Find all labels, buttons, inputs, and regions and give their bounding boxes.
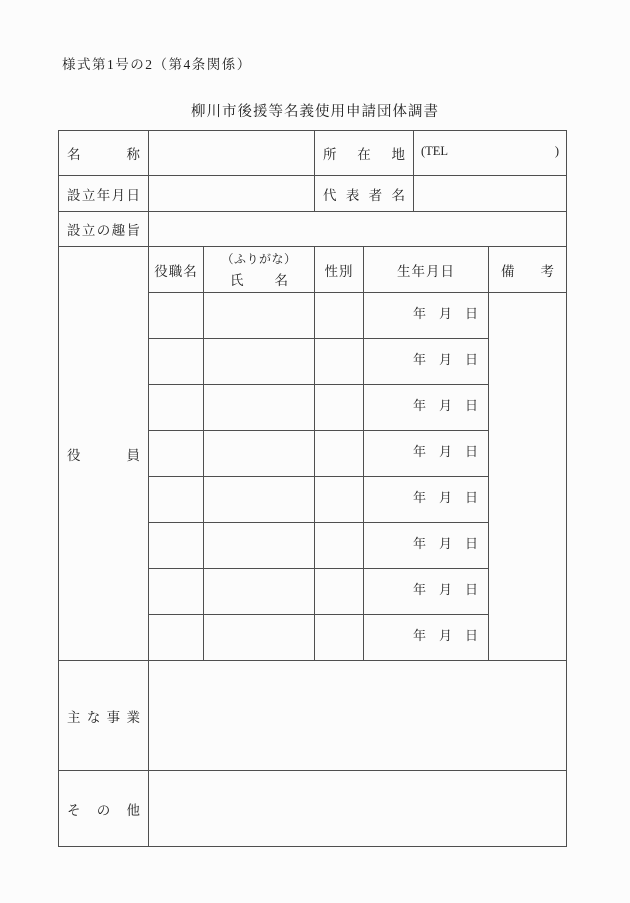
furigana-header: （ふりがな）	[221, 252, 297, 266]
officer-name-cell	[204, 431, 315, 477]
row-founded-representative	[59, 176, 567, 212]
date-placeholder: 年 月 日	[412, 628, 478, 643]
gender-cell	[315, 569, 364, 615]
tel-close-paren: )	[554, 143, 559, 158]
gender-cell	[315, 339, 364, 385]
tel-field	[414, 144, 566, 163]
birthdate-cell	[364, 293, 489, 339]
name-header: 氏名	[230, 273, 288, 288]
gender-header: 性別	[324, 263, 354, 279]
birthdate-cell	[364, 477, 489, 523]
date-placeholder: 年 月 日	[412, 582, 478, 597]
founded-label-cell	[59, 176, 149, 212]
address-label-cell	[315, 131, 414, 176]
gender-cell	[315, 477, 364, 523]
date-placeholder: 年 月 日	[412, 536, 478, 551]
founded-label: 設立年月日	[67, 187, 140, 203]
gender-cell	[315, 293, 364, 339]
position-cell	[149, 569, 204, 615]
birthdate-cell	[364, 385, 489, 431]
name-label-cell	[59, 131, 149, 176]
tel-open-paren: (TEL	[421, 143, 449, 158]
officer-name-cell	[204, 615, 315, 661]
remarks-header: 備考	[501, 263, 554, 279]
position-cell	[149, 477, 204, 523]
birthdate-cell	[364, 569, 489, 615]
row-purpose	[59, 212, 567, 247]
purpose-label: 設立の趣旨	[67, 223, 140, 238]
officer-name-cell	[204, 385, 315, 431]
gender-header-cell	[315, 247, 364, 293]
position-header-cell	[149, 247, 204, 293]
officer-name-cell	[204, 569, 315, 615]
birthdate-cell	[364, 523, 489, 569]
business-label-cell	[59, 661, 149, 771]
date-placeholder: 年 月 日	[412, 490, 478, 505]
officer-name-cell	[204, 477, 315, 523]
other-label-cell	[59, 771, 149, 847]
position-cell	[149, 615, 204, 661]
representative-label-cell	[315, 176, 414, 212]
birthdate-header-cell	[364, 247, 489, 293]
officer-name-cell	[204, 293, 315, 339]
officers-section-label-cell	[59, 247, 149, 661]
purpose-input-cell	[149, 212, 567, 247]
address-label: 所在地	[323, 147, 405, 162]
row-name-address	[59, 131, 567, 176]
date-placeholder: 年 月 日	[412, 306, 478, 321]
other-input-cell	[149, 771, 567, 847]
position-header: 役職名	[154, 263, 198, 279]
row-main-business	[59, 661, 567, 771]
birthdate-header: 生年月日	[397, 263, 455, 279]
birthdate-cell	[364, 339, 489, 385]
founded-input-cell	[149, 176, 315, 212]
position-cell	[149, 523, 204, 569]
business-label: 主な事業	[67, 709, 140, 725]
business-input-cell	[149, 661, 567, 771]
date-placeholder: 年 月 日	[412, 444, 478, 459]
birthdate-cell	[364, 615, 489, 661]
position-cell	[149, 293, 204, 339]
position-cell	[149, 339, 204, 385]
form-number-note: 様式第1号の2（第4条関係）	[62, 57, 252, 72]
remarks-body-cell	[489, 293, 567, 661]
gender-cell	[315, 615, 364, 661]
officer-name-cell	[204, 523, 315, 569]
page-title: 柳川市後援等名義使用申請団体調書	[191, 104, 439, 120]
officers-section-label: 役員	[67, 447, 140, 463]
officer-name-cell	[204, 339, 315, 385]
date-placeholder: 年 月 日	[412, 398, 478, 413]
birthdate-cell	[364, 431, 489, 477]
address-input-cell	[414, 131, 567, 176]
representative-label: 代表者名	[323, 187, 405, 203]
other-label: その他	[67, 802, 140, 818]
row-other	[59, 771, 567, 847]
furigana-name-header-cell	[204, 247, 315, 293]
organization-form-table	[58, 130, 567, 847]
officers-header-row	[59, 247, 567, 293]
position-cell	[149, 385, 204, 431]
gender-cell	[315, 523, 364, 569]
position-cell	[149, 431, 204, 477]
representative-input-cell	[414, 176, 567, 212]
gender-cell	[315, 385, 364, 431]
remarks-header-cell	[489, 247, 567, 293]
purpose-label-cell	[59, 212, 149, 247]
date-placeholder: 年 月 日	[412, 352, 478, 367]
gender-cell	[315, 431, 364, 477]
name-label: 名称	[67, 147, 140, 162]
name-input-cell	[149, 131, 315, 176]
